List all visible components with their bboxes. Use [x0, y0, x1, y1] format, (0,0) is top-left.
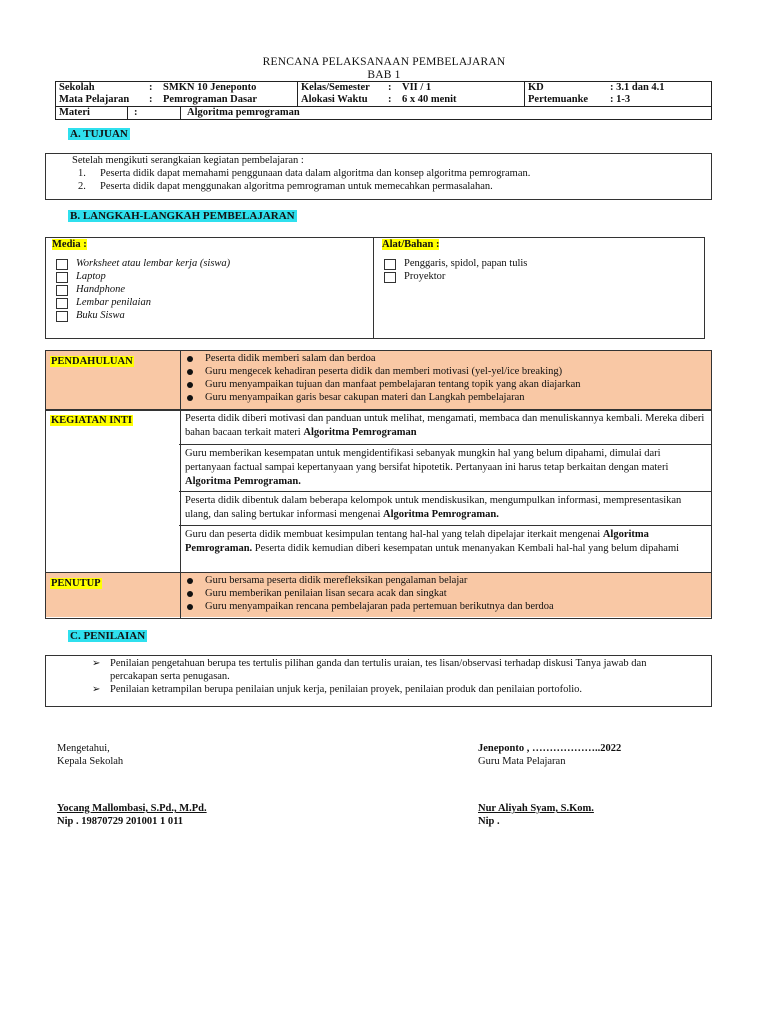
kd-value: : 3.1 dan 4.1	[610, 82, 665, 93]
penilaian-list	[92, 657, 691, 696]
media-item	[56, 270, 374, 283]
sekolah-label: Sekolah	[59, 82, 95, 93]
media-text: Lembar penilaian	[76, 297, 151, 308]
class-cell	[298, 82, 525, 107]
pendahuluan-content	[179, 350, 712, 411]
inti-label: KEGIATAN INTI	[51, 415, 133, 426]
media-text: Handphone	[76, 284, 125, 295]
penutup-content	[179, 572, 712, 619]
langkah-heading: B. LANGKAH-LANGKAH PEMBELAJARAN	[70, 210, 295, 222]
inti-step-2	[179, 445, 711, 492]
tujuan-text: Peserta didik dapat memahami penggunaan data dalam algoritma dan konsep algoritma pemrograman.	[100, 168, 531, 179]
media-box	[45, 237, 374, 339]
pendahuluan-label-cell	[45, 350, 181, 411]
alat-box	[373, 237, 705, 339]
penilaian-item	[92, 657, 691, 683]
penilaian-text: Penilaian pengetahuan berupa tes tertulis pilihan ganda dan tertulis uraian, tes lisan/observasi terhadap diskusi Tanya jawab dan percakapan serta penugasan.	[110, 658, 647, 682]
penutup-label: PENUTUP	[51, 578, 101, 589]
penutup-item	[187, 587, 711, 600]
inti-topic: Algoritma Pemrograman.	[185, 476, 301, 487]
inti-content	[179, 409, 712, 574]
pendahuluan-text: Peserta didik memberi salam dan berdoa	[205, 353, 376, 364]
penilaian-box	[45, 655, 712, 707]
checkbox-icon	[56, 272, 68, 283]
pendahuluan-item	[187, 365, 711, 378]
media-text: Buku Siswa	[76, 310, 125, 321]
kd-cell	[525, 82, 712, 107]
alat-item	[384, 270, 704, 283]
inti-text: Peserta didik kemudian diberi kesempatan untuk menanyakan Kembali hal-hal yang belum dipahami	[252, 543, 680, 554]
kelas-value: VII / 1	[402, 82, 432, 93]
tujuan-intro: Setelah mengikuti serangkaian kegiatan pembelajaran :	[72, 155, 304, 166]
guru-nip: Nip .	[478, 816, 500, 827]
inti-text: Peserta didik diberi motivasi dan panduan untuk melihat, mengamati, membaca dan menuliskannya kembali. Mereka diberi bahan bacaan terkait materi	[185, 413, 705, 438]
inti-step-4	[179, 526, 711, 573]
item-number: 2.	[78, 181, 86, 192]
bullet-icon	[187, 395, 193, 401]
penutup-item	[187, 600, 711, 613]
header-table	[55, 81, 712, 120]
inti-topic: Algoritma Pemrograman.	[185, 529, 649, 554]
inti-text: Guru memberikan kesempatan untuk mengidentifikasi sebanyak mungkin hal yang belum dipahami, dimulai dari pertanyaan factual sampai kepertanyaan yang bersifat hipotetik. Pertanyaan ini harus tetap berkaitan dengan materi	[185, 448, 669, 473]
pendahuluan-text: Guru menyampaikan garis besar cakupan materi dan Langkah pembelajaran	[205, 392, 525, 403]
penilaian-heading: C. PENILAIAN	[70, 630, 146, 642]
guru-name: Nur Aliyah Syam, S.Kom.	[478, 803, 594, 814]
pendahuluan-item	[187, 378, 711, 391]
penutup-text: Guru memberikan penilaian lisan secara acak dan singkat	[205, 588, 447, 599]
inti-row	[45, 409, 712, 572]
tujuan-box	[45, 153, 712, 200]
penilaian-text: Penilaian ketrampilan berupa penilaian unjuk kerja, penilaian proyek, penilaian produk dan penilaian portofolio.	[110, 684, 583, 695]
pendahuluan-item	[187, 352, 711, 365]
pendahuluan-list	[187, 352, 711, 404]
media-item	[56, 257, 374, 270]
alat-list	[384, 257, 704, 283]
checkbox-icon	[56, 259, 68, 270]
media-text: Worksheet atau lembar kerja (siswa)	[76, 258, 231, 269]
alat-text: Penggaris, spidol, papan tulis	[404, 258, 528, 269]
bullet-icon	[187, 382, 193, 388]
checkbox-icon	[56, 311, 68, 322]
tujuan-heading: A. TUJUAN	[70, 128, 128, 140]
section-a-heading	[68, 128, 130, 140]
section-c-heading	[68, 630, 147, 642]
place-date-text: Jeneponto , ………………..2022	[478, 743, 622, 754]
bullet-icon	[187, 369, 193, 375]
arrow-bullet-icon: ➢	[92, 684, 101, 695]
materi-value: Algoritma pemrograman	[180, 107, 300, 119]
penutup-label-cell	[45, 572, 181, 619]
colon: :	[149, 94, 153, 105]
tujuan-item	[78, 180, 711, 193]
alokasi-value: 6 x 40 menit	[402, 94, 457, 105]
section-b-heading	[68, 210, 297, 222]
sekolah-value: SMKN 10 Jeneponto	[163, 82, 257, 93]
kelas-label: Kelas/Semester	[301, 82, 370, 93]
pertemuan-label: Pertemuanke	[528, 94, 589, 105]
inti-text: Guru dan peserta didik membuat kesimpulan tentang hal-hal yang telah dipelajar iterkait mengenai	[185, 529, 603, 540]
pendahuluan-item	[187, 391, 711, 404]
pendahuluan-row	[45, 350, 712, 409]
penutup-list	[187, 574, 711, 613]
inti-label-cell	[45, 409, 181, 574]
media-label: Media :	[52, 239, 87, 250]
materi-cell	[56, 107, 712, 120]
penutup-text: Guru bersama peserta didik merefleksikan pengalaman belajar	[205, 575, 468, 586]
bullet-icon	[187, 591, 193, 597]
colon: :	[388, 82, 392, 93]
penilaian-item	[92, 683, 691, 696]
alat-label: Alat/Bahan :	[382, 239, 440, 250]
school-cell	[56, 82, 298, 107]
tujuan-text: Peserta didik dapat menggunakan algoritma pemrograman untuk memecahkan permasalahan.	[100, 181, 493, 192]
checkbox-icon	[384, 272, 396, 283]
pendahuluan-text: Guru menyampaikan tujuan dan manfaat pembelajaran tentang topik yang akan diajarkan	[205, 379, 581, 390]
colon: :	[127, 107, 180, 119]
mengetahui-text: Mengetahui,	[57, 743, 110, 754]
pendahuluan-label: PENDAHULUAN	[51, 356, 133, 367]
bullet-icon	[187, 356, 193, 362]
item-number: 1.	[78, 168, 86, 179]
alokasi-label: Alokasi Waktu	[301, 94, 368, 105]
inti-topic: Algoritma Pemrograman.	[382, 509, 499, 520]
pendahuluan-text: Guru mengecek kehadiran peserta didik dan memberi motivasi (yel-yel/ice breaking)	[205, 366, 563, 377]
bullet-icon	[187, 578, 193, 584]
guru-mapel-text: Guru Mata Pelajaran	[478, 756, 566, 767]
materi-label: Materi	[59, 107, 90, 118]
checkbox-icon	[56, 298, 68, 309]
right-signature-block	[478, 742, 621, 828]
penutup-item	[187, 574, 711, 587]
pertemuan-value: : 1-3	[610, 94, 631, 105]
left-signature-block	[57, 742, 207, 828]
mapel-label: Mata Pelajaran	[59, 94, 130, 105]
chapter-title: BAB 1	[367, 69, 401, 81]
bullet-icon	[187, 604, 193, 610]
kepala-sekolah-nip: Nip . 19870729 201001 1 011	[57, 816, 184, 827]
inti-topic: Algoritma Pemrograman	[303, 427, 417, 438]
mapel-value: Pemrograman Dasar	[163, 94, 257, 105]
checkbox-icon	[56, 285, 68, 296]
penutup-row	[45, 572, 712, 617]
penutup-text: Guru menyampaikan rencana pembelajaran pada pertemuan berikutnya dan berdoa	[205, 601, 554, 612]
media-text: Laptop	[76, 271, 106, 282]
media-item	[56, 309, 374, 322]
media-item	[56, 296, 374, 309]
kepala-sekolah-name: Yocang Mallombasi, S.Pd., M.Pd.	[57, 803, 207, 814]
checkbox-icon	[384, 259, 396, 270]
alat-item	[384, 257, 704, 270]
colon: :	[388, 94, 392, 105]
kd-label: KD	[528, 82, 544, 93]
inti-step-3	[179, 492, 711, 526]
colon: :	[149, 82, 153, 93]
arrow-bullet-icon: ➢	[92, 658, 101, 669]
media-item	[56, 283, 374, 296]
document-title: RENCANA PELAKSANAAN PEMBELAJARAN	[262, 56, 506, 68]
media-list	[56, 257, 374, 322]
alat-text: Proyektor	[404, 271, 446, 282]
kepala-sekolah-text: Kepala Sekolah	[57, 756, 124, 767]
tujuan-item	[78, 167, 711, 180]
inti-text: Peserta didik dibentuk dalam beberapa kelompok untuk mendiskusikan, mengumpulkan informasi, mempresentasikan ulang, dan saling bertukar informasi mengenai	[185, 495, 682, 520]
inti-step-1	[179, 410, 711, 445]
